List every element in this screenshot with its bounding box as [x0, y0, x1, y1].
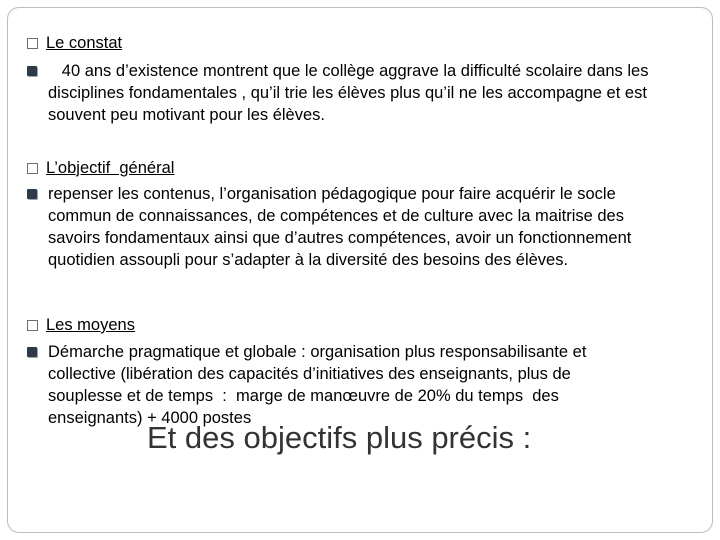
bullet-text: repenser les contenus, l’organisation pédagogique pour faire acquérir le socle commun de connaissances, de compétences et de culture avec la maitrise des savoirs fondamentaux ainsi que d’autres compétences, avoir un fonctionnement quotidien assoupli pour s’adapter à la diversité des besoins des élèves. [48, 185, 632, 269]
square-bullet-icon [27, 163, 38, 174]
section-heading-objectif [27, 157, 174, 179]
section-heading-constat [27, 32, 122, 54]
bullet-text: Démarche pragmatique et globale : organisation plus responsabilisante et collective (libération des capacités d’initiatives des enseignants, plus de souplesse et de temps : marge de manœuvre de 20% du temps des enseignants) + 4000 postes [48, 343, 592, 427]
square-bullet-icon [27, 38, 38, 49]
footer-title: Et des objectifs plus précis : [147, 420, 532, 455]
filled-square-bullet-icon [27, 189, 37, 199]
filled-square-bullet-icon [27, 66, 37, 76]
section-bullet-objectif [27, 183, 678, 271]
heading-text: L’objectif général [46, 159, 175, 177]
heading-text: Le constat [46, 34, 123, 52]
section-bullet-constat [27, 60, 678, 126]
heading-text: Les moyens [46, 316, 135, 334]
filled-square-bullet-icon [27, 347, 37, 357]
bullet-text: 40 ans d’existence montrent que le collège aggrave la difficulté scolaire dans les disciplines fondamentales , qu’il trie les élèves plus qu’il ne les accompagne et est souvent peu motivant pour les élèves. [48, 62, 654, 124]
section-bullet-moyens [27, 341, 648, 429]
section-heading-moyens [27, 314, 135, 336]
square-bullet-icon [27, 320, 38, 331]
